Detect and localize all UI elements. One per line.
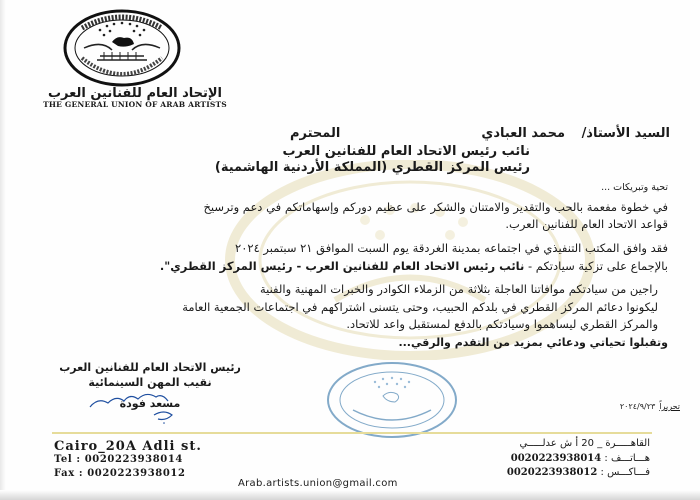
date-value: ٢٠٢٤/٩/٢٣ — [619, 402, 656, 411]
signatory-title-2: نقيب المهن السينمائية — [88, 376, 212, 389]
footer-fax-en: Fax : 0020223938012 — [54, 468, 186, 479]
union-logo-icon — [62, 8, 182, 88]
recipient-name: محمد العبادي — [481, 126, 566, 141]
recipient-honorific: المحترم — [290, 126, 341, 141]
footer-tel-ar-number: 0020223938014 — [510, 453, 602, 464]
org-name-arabic: الإتحاد العام للفنانين العرب — [47, 86, 223, 101]
paragraph-1-line-1: في خطوة مفعمة بالحب والتقدير والامتنان والشكر على عظيم دوركم وإسهاماتكم في دعم وترسيخ — [203, 200, 668, 214]
footer-fax-ar — [507, 467, 650, 478]
footer-email-link[interactable]: Arab.artists.union@gmail.com — [238, 478, 398, 489]
org-name-english: THE GENERAL UNION OF ARAB ARTISTS — [43, 100, 227, 109]
closing-line: وتقبلوا تحياتي ودعائي بمزيد من التقدم والرقي... — [398, 336, 668, 349]
recipient-title-2: رئيس المركز القطري (المملكة الأردنية الهاشمية) — [214, 160, 530, 175]
signatory-name: مسعد فودة — [119, 397, 181, 410]
footer-fax-ar-number: 0020223938012 — [506, 467, 598, 478]
paragraph-2-line-2 — [160, 258, 668, 275]
recipient-line — [30, 126, 670, 141]
official-stamp-icon — [325, 360, 460, 440]
page-bottom-shadow — [0, 490, 700, 500]
paragraph-1-line-2: قواعد الاتحاد العام للفنانين العرب. — [505, 217, 668, 231]
paragraph-2-line-1: فقد وافق المكتب التنفيذي في اجتماعه بمدينة الغردقة يوم السبت الموافق ٢١ سبتمبر ٢٠٢٤ — [235, 241, 668, 255]
footer-address-en: Cairo_20A Adli st. — [54, 439, 202, 454]
signatory-title-1: رئيس الاتحاد العام للفنانين العرب — [59, 361, 241, 374]
greeting: تحية وتبريكات ... — [601, 182, 668, 193]
footer-tel-ar — [511, 453, 650, 464]
footer-address-ar: القاهـــــرة _ 20 أ ش عدلـــــي — [519, 438, 650, 449]
footer-tel-ar-label: هـــاتـــف : — [604, 453, 650, 464]
paragraph-2-plain: بالإجماع على تزكية سيادتكم - — [524, 259, 668, 273]
page-edge-shadow — [0, 0, 6, 500]
recipient-title-1: نائب رئيس الاتحاد العام للفنانين العرب — [282, 144, 530, 159]
footer-tel-en: Tel : 0020223938014 — [54, 454, 183, 465]
date-label: تحريراً — [659, 402, 680, 411]
paragraph-3-line-1: راجين من سيادتكم موافاتنا العاجلة بثلاثة من الزملاء الكوادر والخبرات المهنية والفنية — [259, 282, 658, 296]
paragraph-3-line-3: والمركز القطري ليساهموا وسيادتكم بالدفع لمستقبل واعد للاتحاد. — [346, 317, 658, 331]
paragraph-2-bold: نائب رئيس الاتحاد العام للفنانين العرب - رئيس المركز القطري". — [159, 259, 525, 273]
date-line — [560, 402, 680, 411]
recipient-salutation: السيد الأستاذ/ — [581, 126, 670, 141]
footer-divider — [52, 432, 652, 434]
footer-fax-ar-label: فـــاكـــس : — [600, 467, 650, 478]
paragraph-3-line-2: ليكونوا دعائم المركز القطري في بلدكم الحبيب، وحتى يتسنى اشتراكهم في اجتماعات الجمعية العامة — [182, 300, 658, 314]
